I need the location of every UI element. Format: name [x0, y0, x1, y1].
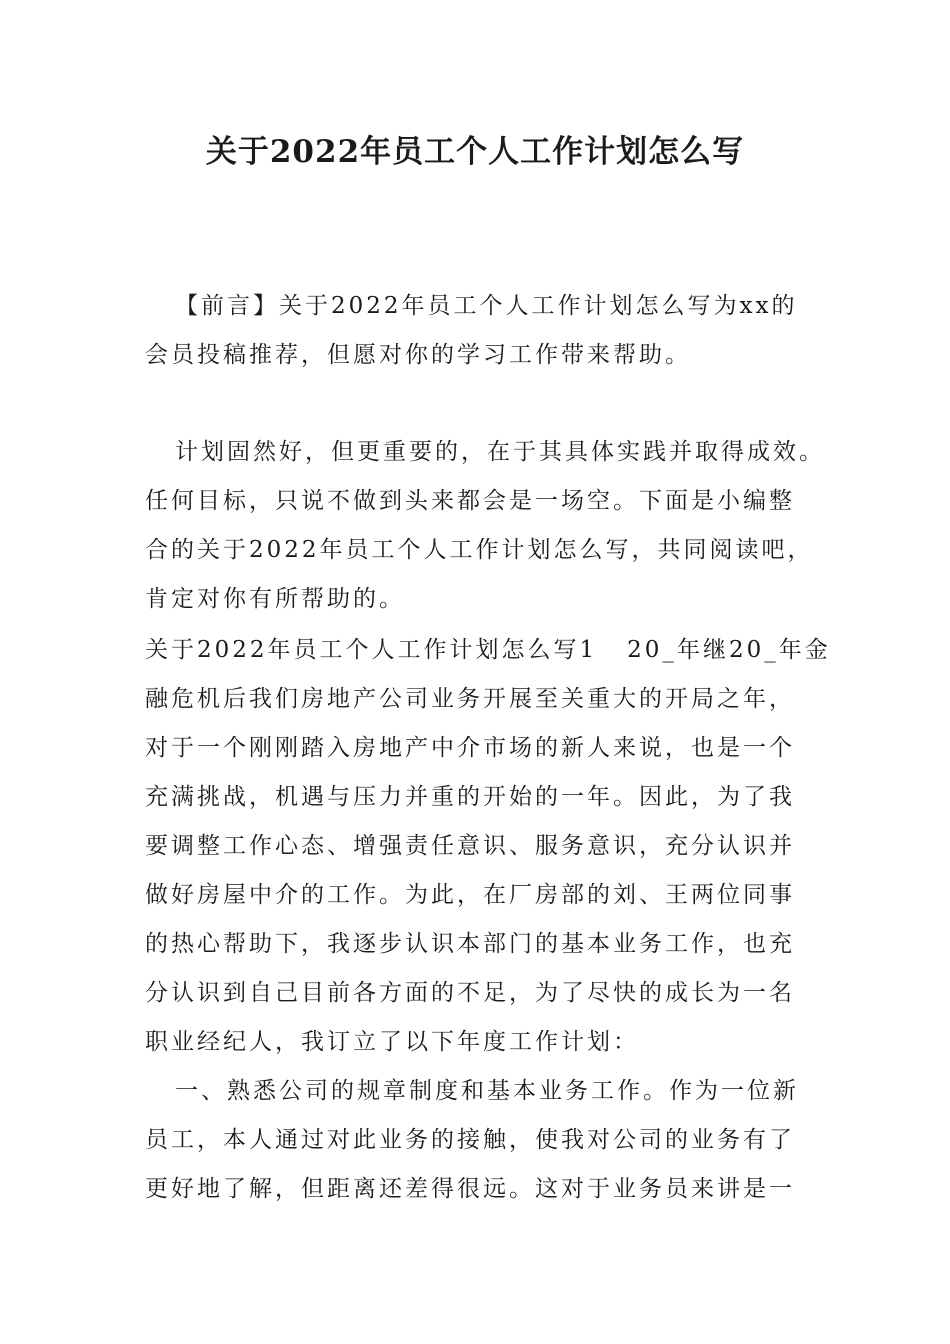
- text-line: 的热心帮助下，我逐步认识本部门的基本业务工作，也充: [145, 931, 795, 957]
- text-line: 充满挑战，机遇与压力并重的开始的一年。因此，为了我: [145, 784, 795, 810]
- section-heading-line: [145, 626, 831, 675]
- section-heading-rest: 20_年继20_年金: [627, 637, 831, 663]
- text-line: 职业经纪人，我订立了以下年度工作计划：: [145, 1029, 639, 1055]
- intro-paragraph: [145, 428, 825, 624]
- preface-paragraph: [145, 282, 825, 380]
- text-line: 任何目标，只说不做到头来都会是一场空。下面是小编整: [145, 488, 795, 514]
- text-line: 【前言】关于2022年员工个人工作计划怎么写为xx的: [175, 293, 798, 319]
- text-line: 合的关于2022年员工个人工作计划怎么写，共同阅读吧，: [145, 537, 814, 563]
- section-heading: 关于2022年员工个人工作计划怎么写1: [145, 637, 598, 663]
- text-line: 要调整工作心态、增强责任意识、服务意识，充分认识并: [145, 833, 795, 859]
- text-line: 做好房屋中介的工作。为此，在厂房部的刘、王两位同事: [145, 882, 795, 908]
- text-line: 融危机后我们房地产公司业务开展至关重大的开局之年，: [145, 686, 795, 712]
- text-line: 员工，本人通过对此业务的接触，使我对公司的业务有了: [145, 1127, 795, 1153]
- text-line: 一、熟悉公司的规章制度和基本业务工作。作为一位新: [175, 1078, 799, 1104]
- text-line: 更好地了解，但距离还差得很远。这对于业务员来讲是一: [145, 1176, 795, 1202]
- text-line: 会员投稿推荐，但愿对你的学习工作带来帮助。: [145, 342, 691, 368]
- text-line: 对于一个刚刚踏入房地产中介市场的新人来说，也是一个: [145, 735, 795, 761]
- text-line: 分认识到自己目前各方面的不足，为了尽快的成长为一名: [145, 980, 795, 1006]
- page-title: 关于2022年员工个人工作计划怎么写: [205, 134, 745, 170]
- text-line: 肯定对你有所帮助的。: [145, 586, 405, 612]
- text-line: 计划固然好，但更重要的，在于其具体实践并取得成效。: [175, 439, 825, 465]
- section-1-paragraph: [145, 626, 831, 1214]
